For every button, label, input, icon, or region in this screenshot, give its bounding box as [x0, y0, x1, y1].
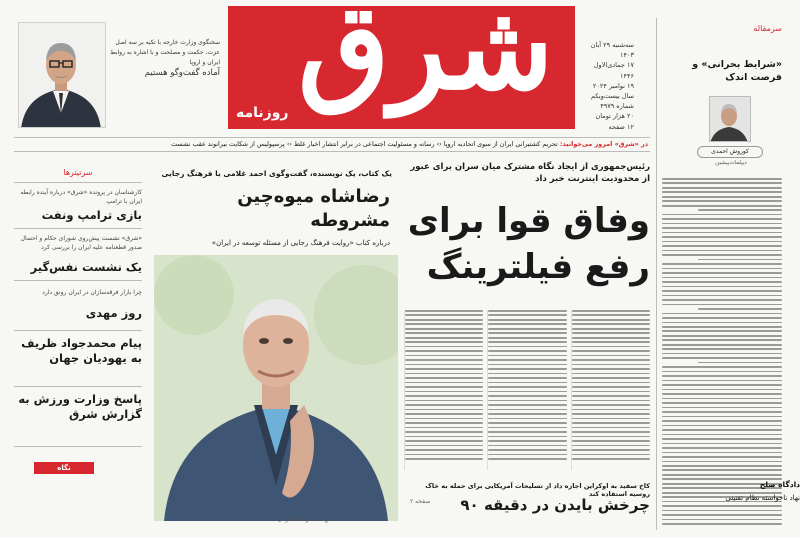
date-line: سال بیست‌ویکم	[590, 92, 634, 101]
text-column	[571, 310, 650, 470]
date-line: ۱۲ صفحه	[608, 122, 634, 131]
interview-kicker: یک کتاب، یک نویسنده، گفت‌وگوی احمد غلامی با فرهنگ رجایی	[161, 169, 392, 178]
date-line: ۱۹ نوامبر ۲۰۲۴	[592, 81, 634, 90]
secondary-headline: چرخش بایدن در دقیقه ۹۰	[460, 496, 650, 514]
divider	[14, 386, 142, 387]
lead-headline: وفاق قوا برای رفع فیلترینگ	[407, 201, 650, 287]
date-line: سه‌شنبه ۲۹ آبان ۱۴۰۳	[590, 41, 634, 60]
masthead-logo	[228, 6, 575, 129]
date-line: ۲۰ هزار تومان	[595, 112, 634, 121]
section-tag: نگاه	[34, 462, 94, 474]
lead-deck: رئیس‌جمهوری از ایجاد نگاه مشترک میان سران برای عبور از محدودیت اینترنت خبر داد	[410, 162, 650, 184]
interview-photo	[154, 255, 398, 521]
text-column	[487, 310, 566, 470]
issue-date-info	[578, 40, 634, 132]
divider	[14, 330, 142, 331]
editorial-author: کوروش احمدی	[697, 146, 763, 158]
interview-feature	[154, 165, 398, 530]
author-portrait	[709, 96, 751, 142]
strip-label: در «شرق» امروز می‌خوانید:	[559, 140, 648, 148]
lead-story	[404, 160, 650, 530]
editorial-title: «شرایط بحرانی» و فرصت اندک	[692, 59, 782, 83]
interview-headline: رضاشاه میوه‌چین مشروطه	[237, 186, 390, 231]
todays-headlines-strip	[14, 137, 650, 152]
text-column	[404, 310, 483, 470]
tag-headline: دادگاه صلح	[759, 480, 800, 489]
editorial-label: سرمقاله	[753, 24, 782, 33]
logo-subtitle: روزنامه	[236, 105, 289, 121]
ad-kicker: سخنگوی وزارت خارجه با تکیه بر سه اصل عزت، حکمت و مصلحت و با اشاره به روابط ایران و اروپا	[110, 39, 220, 66]
headline-kicker: کارشناسان در پرونده «شرق» درباره آینده رابطه ایران با ترامپ	[20, 189, 142, 205]
divider	[14, 446, 142, 447]
headline: روز مهدی	[85, 306, 142, 320]
ad-caption: آماده گفت‌وگو هستیم	[144, 68, 220, 78]
divider	[14, 280, 142, 281]
headline-kicker: «شرق» نشست پیش‌روی شورای حکام و احتمال صدور قطعنامه علیه ایران را بررسی کرد	[20, 235, 142, 251]
editorial-column	[656, 18, 784, 530]
tag-subheadline: نهاد ناخواسته نظام تقنینی	[725, 494, 800, 502]
divider	[14, 182, 142, 183]
photo-credit: عکس: محمدرضا شاهرخی	[277, 517, 338, 523]
headline-kicker: چرا بازار فرقه‌سازان در ایران رونق دارد	[42, 289, 142, 296]
headline: پیام محمدجواد ظریف به یهودیان جهان	[21, 336, 142, 365]
spokesman-portrait	[18, 22, 106, 128]
lead-body-text	[404, 310, 650, 470]
headline: پاسخ وزارت ورزش به گزارش شرق	[18, 392, 142, 421]
left-headlines-column	[14, 160, 142, 530]
editorial-author-role: دیپلمات‌پیشین	[715, 160, 747, 166]
strip-text: تحریم کشتیرانی ایران از سوی اتحادیه اروپا ‹› رسانه و مسئولیت اجتماعی در برابر انتشار اخبار غلط ‹› پرسپولیس از شکایت بیرانوند عقب نشست	[170, 140, 558, 148]
page-reference: صفحه ۲	[410, 498, 431, 505]
logo-wordmark: شرق	[298, 6, 554, 116]
divider	[14, 228, 142, 229]
editorial-body-text	[662, 178, 782, 528]
headline: یک نشست نفس‌گیر	[30, 260, 142, 274]
secondary-kicker: کاخ سفید به اوکراین اجازه داد از تسلیحات آمریکایی برای حمله به خاک روسیه استفاده کند	[425, 482, 650, 498]
date-line: ۱۷ جمادی‌الاول ۱۴۴۶	[593, 61, 634, 80]
interview-deck: درباره کتاب «روایت فرهنگ رجایی از مسئله توسعه در ایران»	[211, 239, 390, 247]
left-column-label: سرتیترها	[63, 168, 93, 177]
date-line: شماره ۴۹۷۹	[600, 102, 634, 111]
headline: بازی ترامپ ونفت	[41, 208, 142, 222]
